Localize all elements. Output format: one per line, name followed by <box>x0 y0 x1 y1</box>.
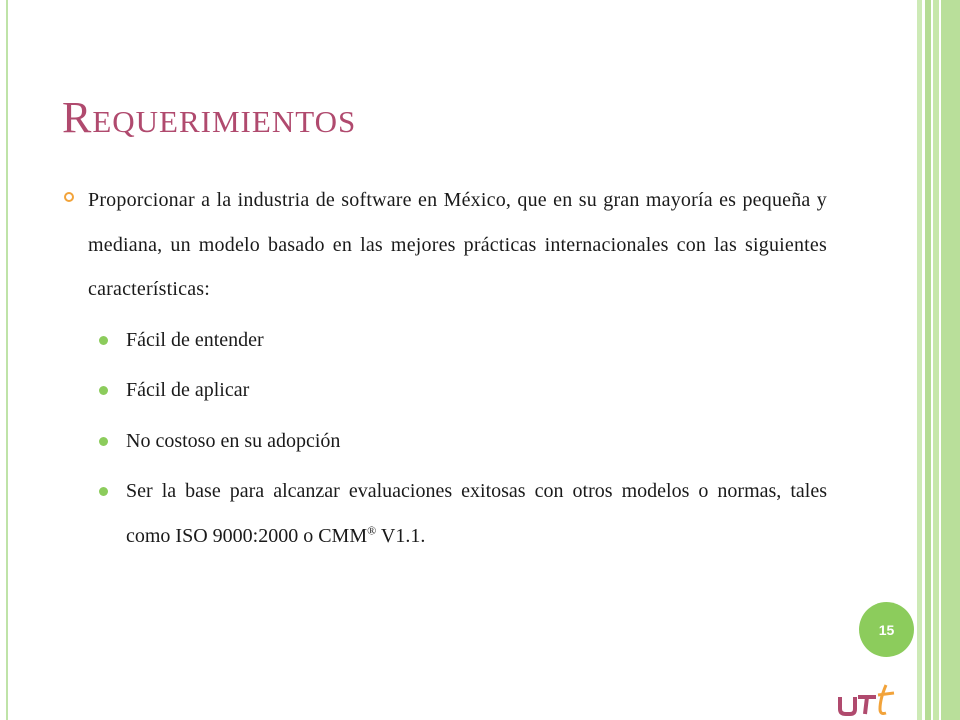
frame-left-border <box>6 0 8 720</box>
dot-bullet-icon <box>99 336 108 345</box>
registered-mark: ® <box>367 522 377 537</box>
page-number-badge: 15 <box>859 602 914 657</box>
frame-band <box>925 0 931 720</box>
list-item-text: Fácil de entender <box>126 328 264 351</box>
list-item <box>126 469 827 558</box>
slide-body <box>62 178 827 564</box>
ring-bullet-icon <box>64 192 74 202</box>
list-item-text-suffix: V1.1. <box>376 524 426 547</box>
slide-title: Requerimientos <box>62 93 357 142</box>
frame-band <box>917 0 922 720</box>
frame-band <box>941 0 960 720</box>
list-item-text <box>126 469 827 558</box>
list-item <box>126 368 827 413</box>
list-item-text-main: Ser la base para alcanzar evaluaciones exitosas con otros modelos o normas, tales como ISO 9000:2000 o CMM <box>126 480 827 547</box>
intro-text: Proporcionar a la industria de software en México, que en su gran mayoría es pequeña y mediana, un modelo basado en las mejores prácticas internacionales con las siguientes características: <box>88 189 827 300</box>
dot-bullet-icon <box>99 437 108 446</box>
frame-band <box>933 0 939 720</box>
frame-right-bands <box>917 0 960 720</box>
bullet-level1 <box>62 178 827 312</box>
list-item <box>126 318 827 363</box>
list-item-text: No costoso en su adopción <box>126 429 341 452</box>
list-item <box>126 419 827 464</box>
dot-bullet-icon <box>99 487 108 496</box>
dot-bullet-icon <box>99 386 108 395</box>
list-item-text: Fácil de aplicar <box>126 379 250 401</box>
utt-logo-icon <box>836 683 900 717</box>
sub-bullet-list <box>62 318 827 559</box>
